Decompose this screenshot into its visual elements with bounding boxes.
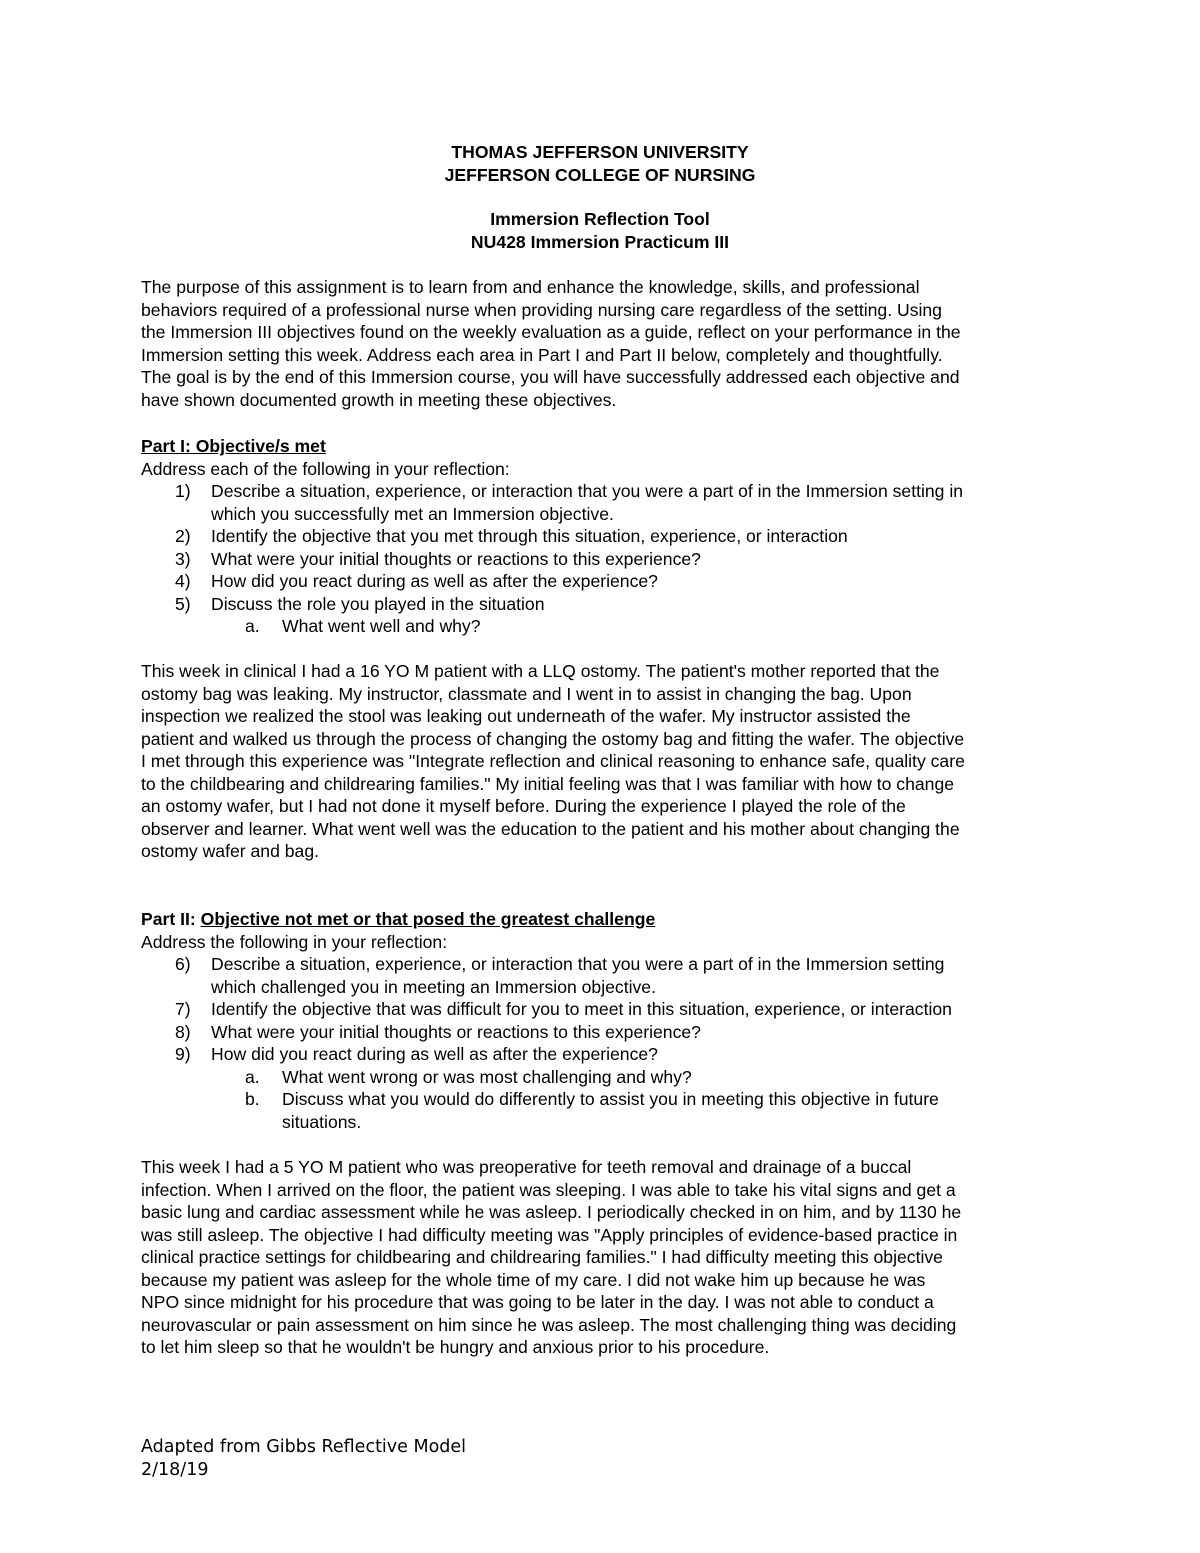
response-line: neurovascular or pain assessment on him since he was asleep. The most challenging thing was deciding xyxy=(141,1314,957,1335)
part2-list xyxy=(141,953,1066,1133)
list-item: 2) Identify the objective that you met through this situation, experience, or interaction xyxy=(175,526,848,546)
list-item: 8) What were your initial thoughts or reactions to this experience? xyxy=(175,1021,701,1042)
response-line: to the childbearing and childrearing families." My initial feeling was that I was familiar with how to change xyxy=(141,773,955,794)
intro-line: have shown documented growth in meeting these objectives. xyxy=(141,389,617,410)
response-line: patient and walked us through the process of changing the ostomy bag and fitting the wafer. The objective xyxy=(141,728,965,749)
response-line: NPO since midnight for his procedure that was going to be later in the day. I was not able to conduct a xyxy=(141,1292,934,1312)
college-name: JEFFERSON COLLEGE OF NURSING xyxy=(444,164,756,185)
tool-title: Immersion Reflection Tool xyxy=(490,209,710,229)
part2-instruction: Address the following in your reflection: xyxy=(141,931,448,952)
sub-list-item: a. What went wrong or was most challenging and why? xyxy=(245,1066,692,1087)
list-item: 1) Describe a situation, experience, or interaction that you were a part of in the Immersion setting in which you successfully met an Immersion objective. xyxy=(175,481,964,524)
sub-list-item: b. Discuss what you would do differently to assist you in meeting this objective in future situations. xyxy=(245,1089,939,1132)
response-line: ostomy wafer and bag. xyxy=(141,841,319,861)
response-line: observer and learner. What went well was the education to the patient and his mother about changing the xyxy=(141,818,960,839)
response-line: basic lung and cardiac assessment while he was asleep. I periodically checked in on him, and by 1130 he xyxy=(141,1202,962,1222)
list-item: 9) How did you react during as well as after the experience? xyxy=(175,1044,658,1064)
intro-line: behaviors required of a professional nurse when providing nursing care regardless of the setting. Using xyxy=(141,299,942,320)
intro-paragraph xyxy=(141,276,1066,411)
part2-heading: Part II: Objective not met or that posed the greatest challenge xyxy=(141,909,656,929)
response-line: This week in clinical I had a 16 YO M patient with a LLQ ostomy. The patient's mother reported that the xyxy=(141,661,940,681)
response-line: because my patient was asleep for the whole time of my care. I did not wake him up because he was xyxy=(141,1269,926,1290)
list-item: 4) How did you react during as well as after the experience? xyxy=(175,571,658,591)
part1-instruction: Address each of the following in your reflection: xyxy=(141,458,510,479)
university-name: THOMAS JEFFERSON UNIVERSITY xyxy=(451,142,749,162)
list-item: 6) Describe a situation, experience, or interaction that you were a part of in the Immersion setting which challenged you in meeting an Immersion objective. xyxy=(175,954,945,997)
subtitle-block xyxy=(0,208,1200,253)
sub-list-item: a. What went well and why? xyxy=(245,616,481,636)
response-line: I met through this experience was "Integrate reflection and clinical reasoning to enhance safe, quality care xyxy=(141,751,965,771)
response-line: inspection we realized the stool was leaking out underneath of the wafer. My instructor assisted the xyxy=(141,706,911,726)
intro-line: Immersion setting this week. Address each area in Part I and Part II below, completely and thoughtfully. xyxy=(141,344,943,365)
course-title: NU428 Immersion Practicum III xyxy=(470,231,730,252)
title-block xyxy=(0,141,1200,186)
list-item: 7) Identify the objective that was difficult for you to meet in this situation, experience, or interaction xyxy=(175,999,952,1019)
response-line: infection. When I arrived on the floor, the patient was sleeping. I was able to take his vital signs and get a xyxy=(141,1179,956,1200)
response-line: clinical practice settings for childbearing and childrearing families." I had difficulty meeting this objective xyxy=(141,1247,943,1267)
part1-list xyxy=(141,480,1066,638)
footer-date: 2/18/19 xyxy=(141,1460,209,1480)
intro-line: the Immersion III objectives found on the weekly evaluation as a guide, reflect on your performance in the xyxy=(141,322,961,342)
response-line: an ostomy wafer, but I had not done it myself before. During the experience I played the role of the xyxy=(141,796,906,816)
intro-line: The goal is by the end of this Immersion course, you will have successfully addressed each objective and xyxy=(141,367,960,387)
part1-response xyxy=(141,660,1066,863)
response-line: This week I had a 5 YO M patient who was preoperative for teeth removal and drainage of a buccal xyxy=(141,1157,912,1177)
part1-heading: Part I: Objective/s met xyxy=(141,436,326,456)
list-item: 3) What were your initial thoughts or reactions to this experience? xyxy=(175,548,701,569)
part2-response xyxy=(141,1156,1066,1359)
part2-section xyxy=(141,908,1066,1133)
list-item: 5) Discuss the role you played in the situation xyxy=(175,593,545,614)
intro-line: The purpose of this assignment is to learn from and enhance the knowledge, skills, and professional xyxy=(141,277,920,297)
page-footer xyxy=(141,1436,466,1482)
response-line: to let him sleep so that he wouldn't be hungry and anxious prior to his procedure. xyxy=(141,1337,770,1357)
response-line: was still asleep. The objective I had difficulty meeting was "Apply principles of evidence-based practice in xyxy=(141,1224,958,1245)
response-line: ostomy bag was leaking. My instructor, classmate and I went in to assist in changing the bag. Upon xyxy=(141,683,912,704)
part1-section xyxy=(141,435,1066,638)
footer-source: Adapted from Gibbs Reflective Model xyxy=(141,1437,467,1457)
